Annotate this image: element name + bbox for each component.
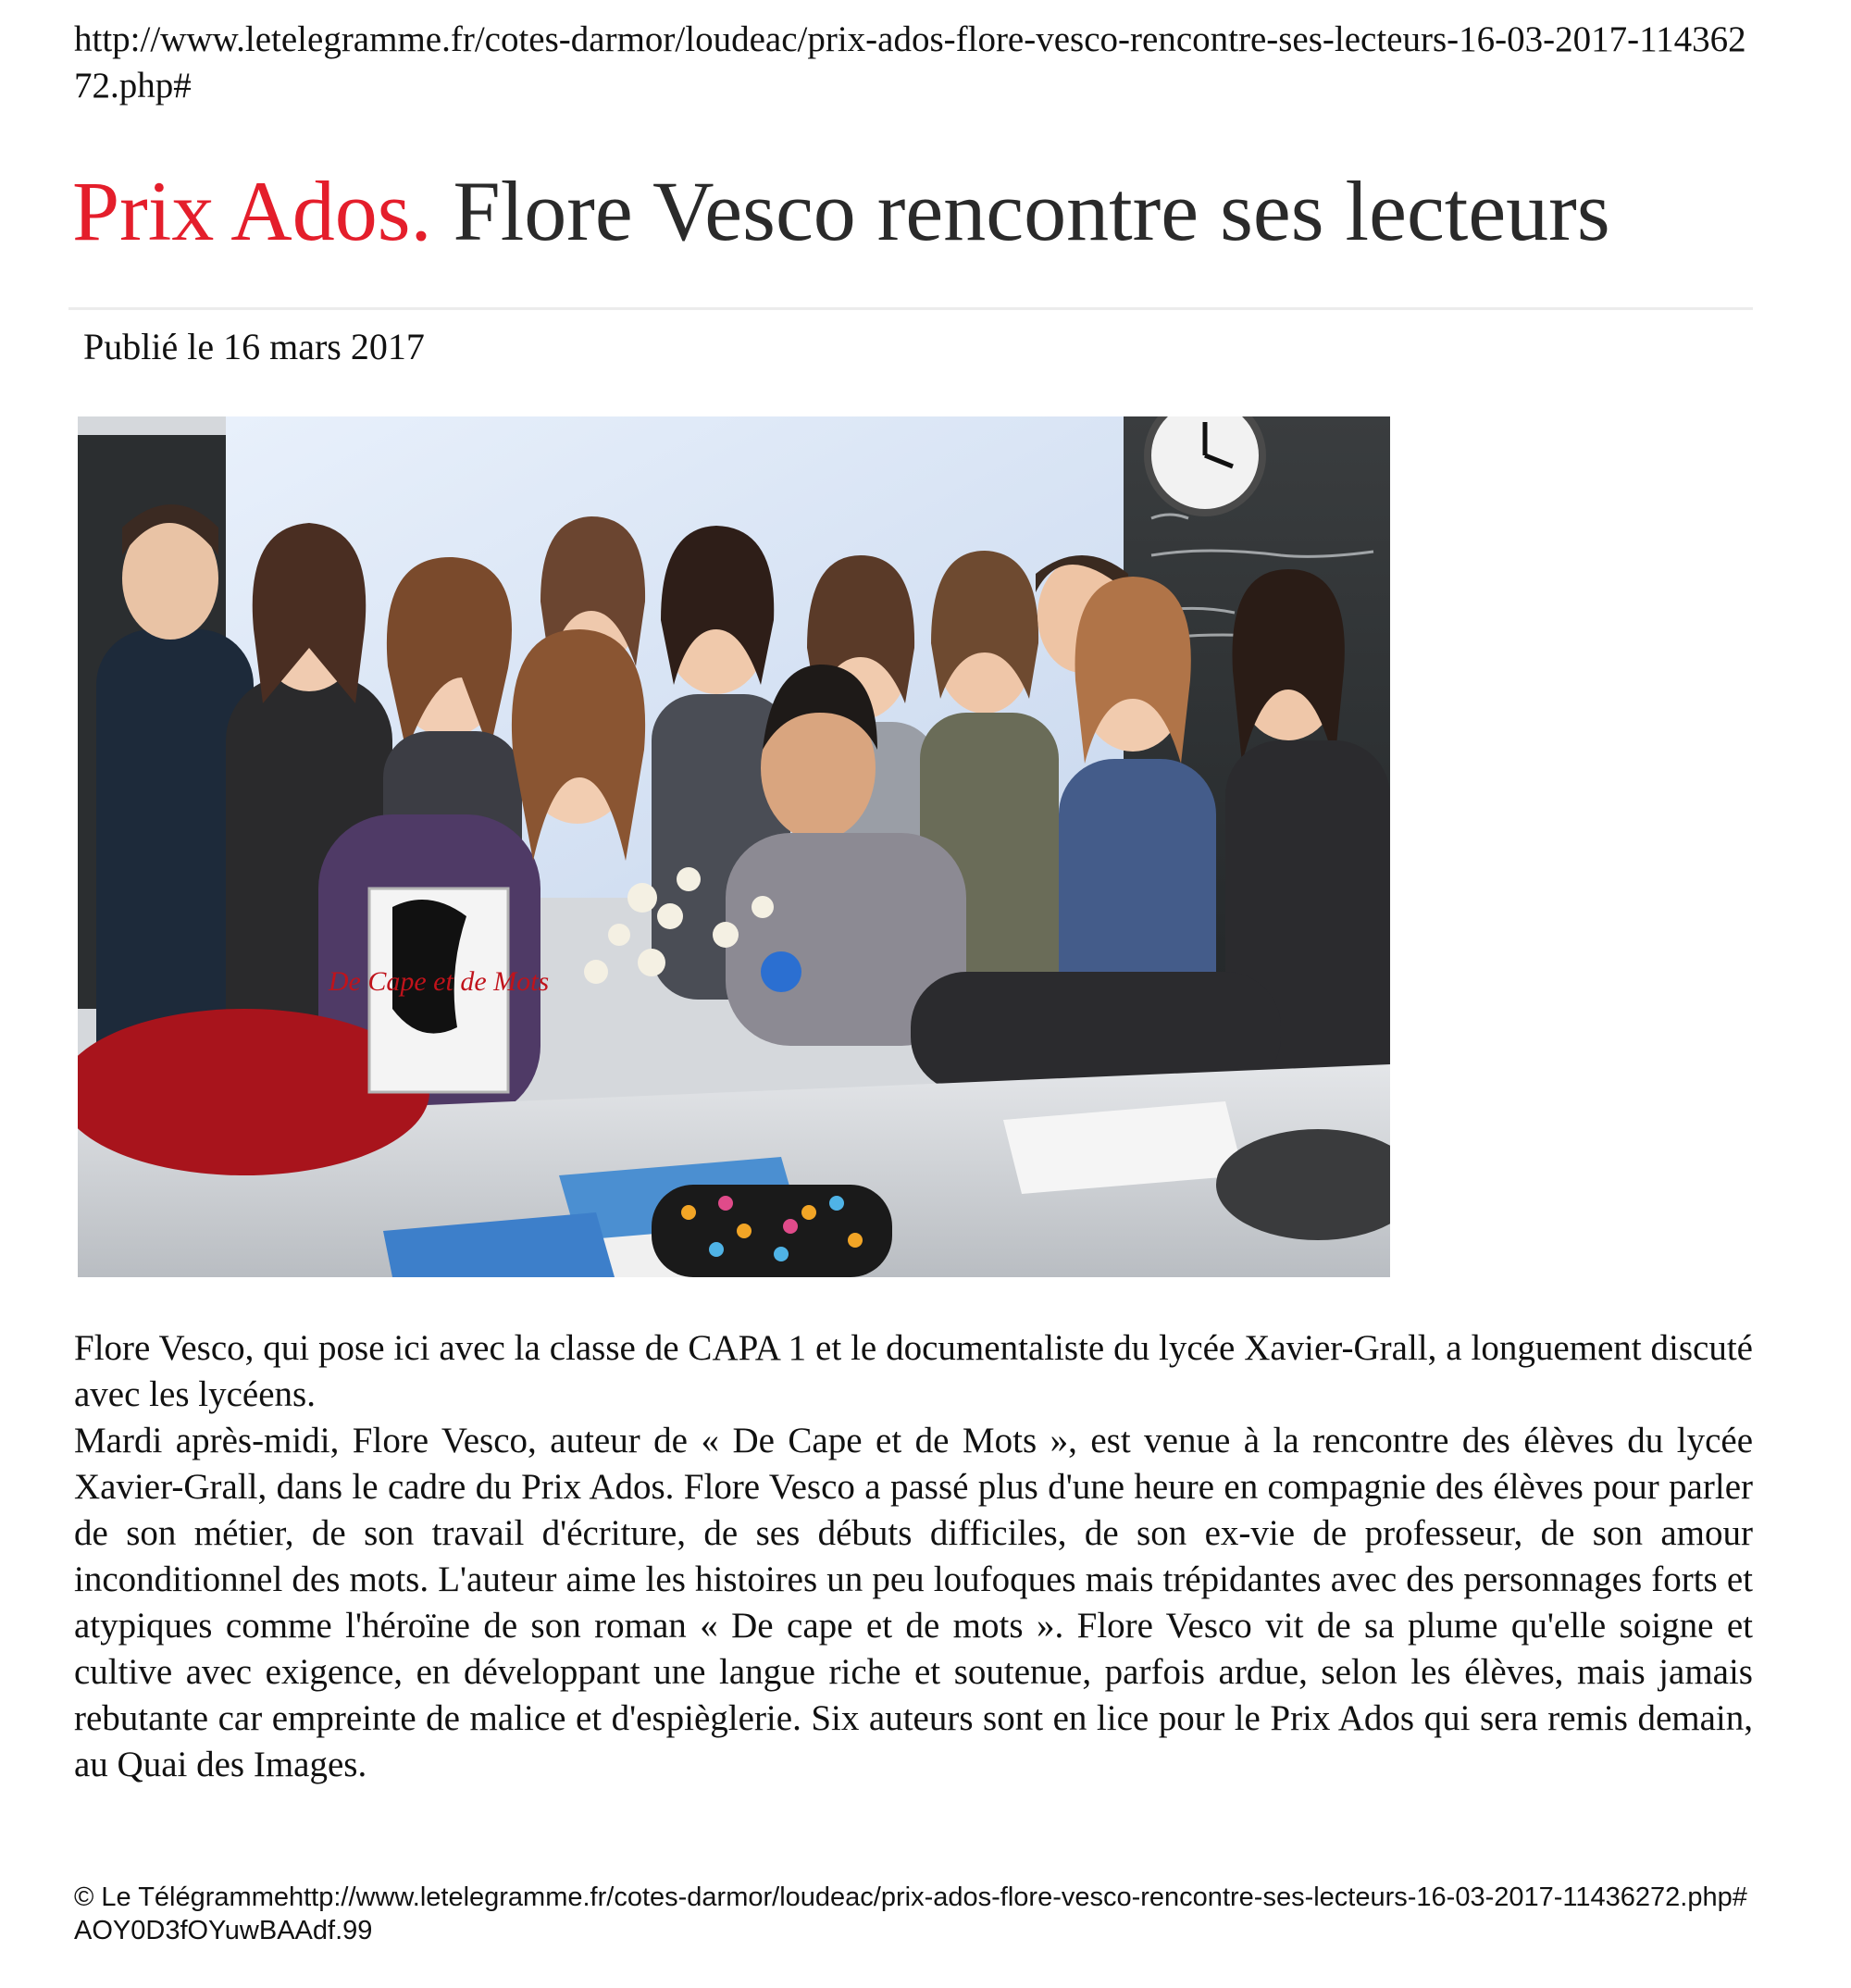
article-headline	[72, 165, 1784, 257]
article-body	[74, 1325, 1753, 1788]
page-url[interactable]: http://www.letelegramme.fr/cotes-darmor/loudeac/prix-ados-flore-vesco-rencontre-ses-lecteurs-16-03-2017-11436272.php#	[74, 19, 1746, 106]
article-photo	[78, 416, 1390, 1277]
headline-divider	[68, 307, 1753, 310]
pencil-case	[652, 1185, 892, 1277]
clock-icon	[1148, 416, 1262, 513]
publication-date: Publié le 16 mars 2017	[83, 326, 425, 367]
headline-title: Flore Vesco rencontre ses lecteurs	[453, 164, 1610, 258]
book-cover-title: De Cape et de Mots	[328, 966, 550, 997]
copyright-footer[interactable]: © Le Télégrammehttp://www.letelegramme.fr/cotes-darmor/loudeac/prix-ados-flore-vesco-rencontre-ses-lecteurs-16-03-2017-11436272.php#AOY0D3fOYuwBAAdf.99	[74, 1882, 1747, 1945]
headline-kicker: Prix Ados.	[72, 164, 432, 258]
photo-caption: Flore Vesco, qui pose ici avec la classe de CAPA 1 et le documentaliste du lycée Xavier-Grall, a longuement discuté avec les lycéens.	[74, 1328, 1753, 1414]
article-paragraph: Mardi après-midi, Flore Vesco, auteur de « De Cape et de Mots », est venue à la rencontre des élèves du lycée Xavier-Grall, dans le cadre du Prix Ados. Flore Vesco a passé plus d'une heure en compagnie des élèves pour parler de son métier, de son travail d'écriture, de ses débuts difficiles, de son ex-vie de professeur, de son amour inconditionnel des mots. L'auteur aime les histoires un peu loufoques mais trépidantes avec des personnages forts et atypiques comme l'héroïne de son roman « De cape et de mots ». Flore Vesco vit de sa plume qu'elle soigne et cultive avec exigence, en développant une langue riche et soutenue, parfois ardue, selon les élèves, mais jamais rebutante car empreinte de malice et d'espièglerie. Six auteurs sont en lice pour le Prix Ados qui sera remis demain, au Quai des Images.	[74, 1421, 1753, 1784]
classroom-photo-illustration	[78, 416, 1390, 1277]
